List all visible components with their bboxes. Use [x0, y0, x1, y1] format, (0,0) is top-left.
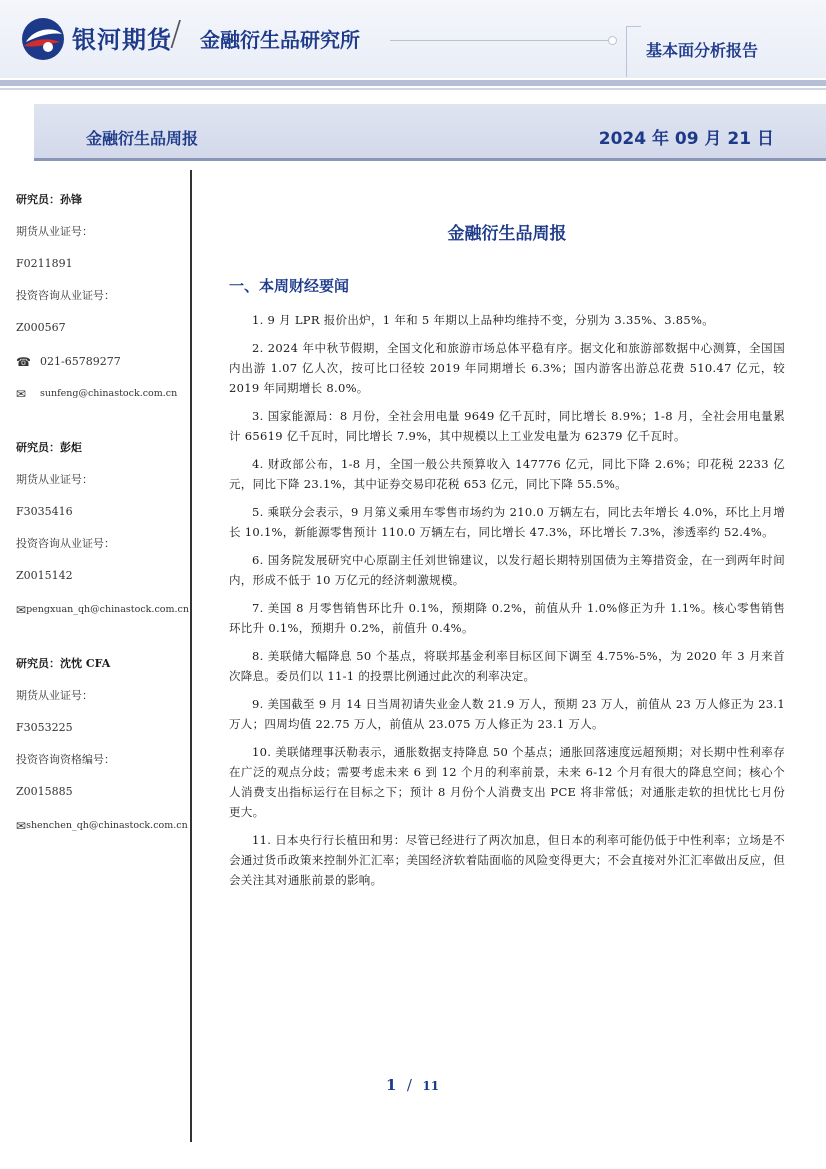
news-item: 7. 美国 8 月零售销售环比升 0.1%，预期降 0.2%，前值从升 1.0%修正为升 1.1%。核心零售销售环比升 0.1%，预期升 0.2%，前值升 0.4%。: [229, 601, 785, 635]
license-label: 期货从业证号：: [16, 473, 93, 486]
analyst-card: [16, 186, 186, 410]
license-label: 期货从业证号：: [16, 689, 93, 702]
header-decor-dot: [608, 36, 617, 45]
banner-divider: [34, 158, 826, 161]
news-item: 2. 2024 年中秋节假期，全国文化和旅游市场总体平稳有序。据文化和旅游部数据中心测算，全国国内出游 1.07 亿人次，按可比口径较 2019 年同期增长 6.3%；国内游客出游总花费 510.47 亿元，较 2019 年同期增长 8.0%。: [229, 341, 785, 395]
news-item: 5. 乘联分会表示，9 月第义乘用车零售市场约为 210.0 万辆左右，同比去年增长 4.0%，环比上月增长 10.1%，新能源零售预计 110.0 万辆左右，同比增长 47.3%，环比增长 7.3%，渗透率约 52.4%。: [229, 505, 785, 539]
report-date: 2024 年 09 月 21 日: [598, 129, 774, 149]
news-item: 4. 财政部公布，1-8 月，全国一般公共预算收入 147776 亿元，同比下降 2.6%；印花税 2233 亿元，同比下降 23.1%，其中证券交易印花税 653 亿元，同比下降 55.5%。: [229, 457, 785, 491]
page-number: [386, 1076, 439, 1094]
analyst-card: [16, 650, 186, 842]
phone-contact: [16, 346, 186, 378]
analyst-sidebar: [16, 186, 189, 842]
email-contact: [16, 810, 186, 842]
analyst-name: 研究员：沈忱 CFA: [16, 657, 111, 670]
news-list: [229, 310, 785, 890]
total-pages: 11: [422, 1079, 440, 1093]
advisor-number: Z000567: [16, 321, 66, 334]
analyst-name: 研究员：孙锋: [16, 193, 82, 206]
report-type: 基本面分析报告: [646, 41, 759, 60]
news-item: 3. 国家能源局：8 月份，全社会用电量 9649 亿千瓦时，同比增长 8.9%；1-8 月，全社会用电量累计 65619 亿千瓦时，同比增长 7.9%，其中规模以上工业发电量为 62379 亿千瓦时。: [229, 409, 785, 443]
envelope-icon: ✉: [16, 819, 27, 833]
brand-name: 银河期货: [72, 26, 172, 54]
advisor-label: 投资咨询资格编号：: [16, 753, 115, 766]
galaxy-futures-logo-icon: [20, 16, 66, 62]
section-heading: 一、本周财经要闻: [229, 277, 350, 295]
email-link[interactable]: pengxuan_qh@chinastock.com.cn: [26, 604, 189, 615]
news-item: 10. 美联储理事沃勒表示，通胀数据支持降息 50 个基点；通胀回落速度远超预期；对长期中性利率存在广泛的观点分歧；需要考虑未来 6 到 12 个月的利率前景，未来 6-12 个月有很大的降息空间；核心个人消费支出指标运行在目标之下；预计 8 月份个人消费支出 PCE 将非常低；对通胀走软的担忧比七月份更大。: [229, 745, 785, 819]
news-item: 1. 9 月 LPR 报价出炉，1 年和 5 年期以上品种均维持不变，分别为 3.35%、3.85%。: [252, 313, 715, 327]
advisor-number: Z0015142: [16, 569, 73, 582]
page-separator: /: [406, 1076, 412, 1094]
phone-number: 021-65789277: [40, 355, 121, 368]
current-page: 1: [386, 1076, 397, 1094]
advisor-label: 投资咨询从业证号：: [16, 537, 115, 550]
brand-slash: /: [170, 14, 182, 54]
envelope-icon: ✉: [16, 387, 27, 401]
license-number: F3035416: [16, 505, 73, 518]
license-number: F3053225: [16, 721, 73, 734]
analyst-card: [16, 434, 189, 626]
email-link[interactable]: sunfeng@chinastock.com.cn: [40, 388, 178, 399]
email-contact: [16, 594, 189, 626]
document-title: 金融衍生品周报: [447, 224, 567, 244]
email-contact: [16, 378, 186, 410]
advisor-label: 投资咨询从业证号：: [16, 289, 115, 302]
header-decor-line: [390, 40, 608, 41]
sidebar-divider: [190, 170, 192, 1142]
phone-icon: ☎: [16, 355, 31, 369]
news-item: 8. 美联储大幅降息 50 个基点，将联邦基金利率目标区间下调至 4.75%-5%，为 2020 年 3 月来首次降息。委员们以 11-1 的投票比例通过此次的利率决定。: [229, 649, 785, 683]
analyst-name: 研究员：彭炬: [16, 441, 82, 454]
report-body: [229, 210, 785, 898]
header-divider-thin: [0, 88, 826, 90]
email-link[interactable]: shenchen_qh@chinastock.com.cn: [26, 820, 188, 831]
news-item: 11. 日本央行行长植田和男：尽管已经进行了两次加息，但日本的利率可能仍低于中性利率；立场是不会通过货币政策来控制外汇汇率；美国经济软着陆面临的风险变得更大；不会直接对外汇汇率做出反应，但会关注其对通胀前景的影响。: [229, 833, 785, 887]
license-number: F0211891: [16, 257, 73, 270]
banner-title: 金融衍生品周报: [86, 129, 199, 148]
header-decor-bracket: [626, 26, 641, 77]
news-item: 9. 美国截至 9 月 14 日当周初请失业金人数 21.9 万人，预期 23 万人，前值从 23 万人修正为 23.1 万人；四周均值 22.75 万人，前值从 23.075 万人修正为 23.1 万人。: [229, 697, 785, 731]
advisor-number: Z0015885: [16, 785, 73, 798]
news-item: 6. 国务院发展研究中心原副主任刘世锦建议，以发行超长期特别国债为主筹措资金，在一到两年时间内，形成不低于 10 万亿元的经济刺激规模。: [229, 553, 785, 587]
header-divider: [0, 80, 826, 86]
institute-name: 金融衍生品研究所: [200, 28, 360, 52]
envelope-icon: ✉: [16, 603, 27, 617]
license-label: 期货从业证号：: [16, 225, 93, 238]
